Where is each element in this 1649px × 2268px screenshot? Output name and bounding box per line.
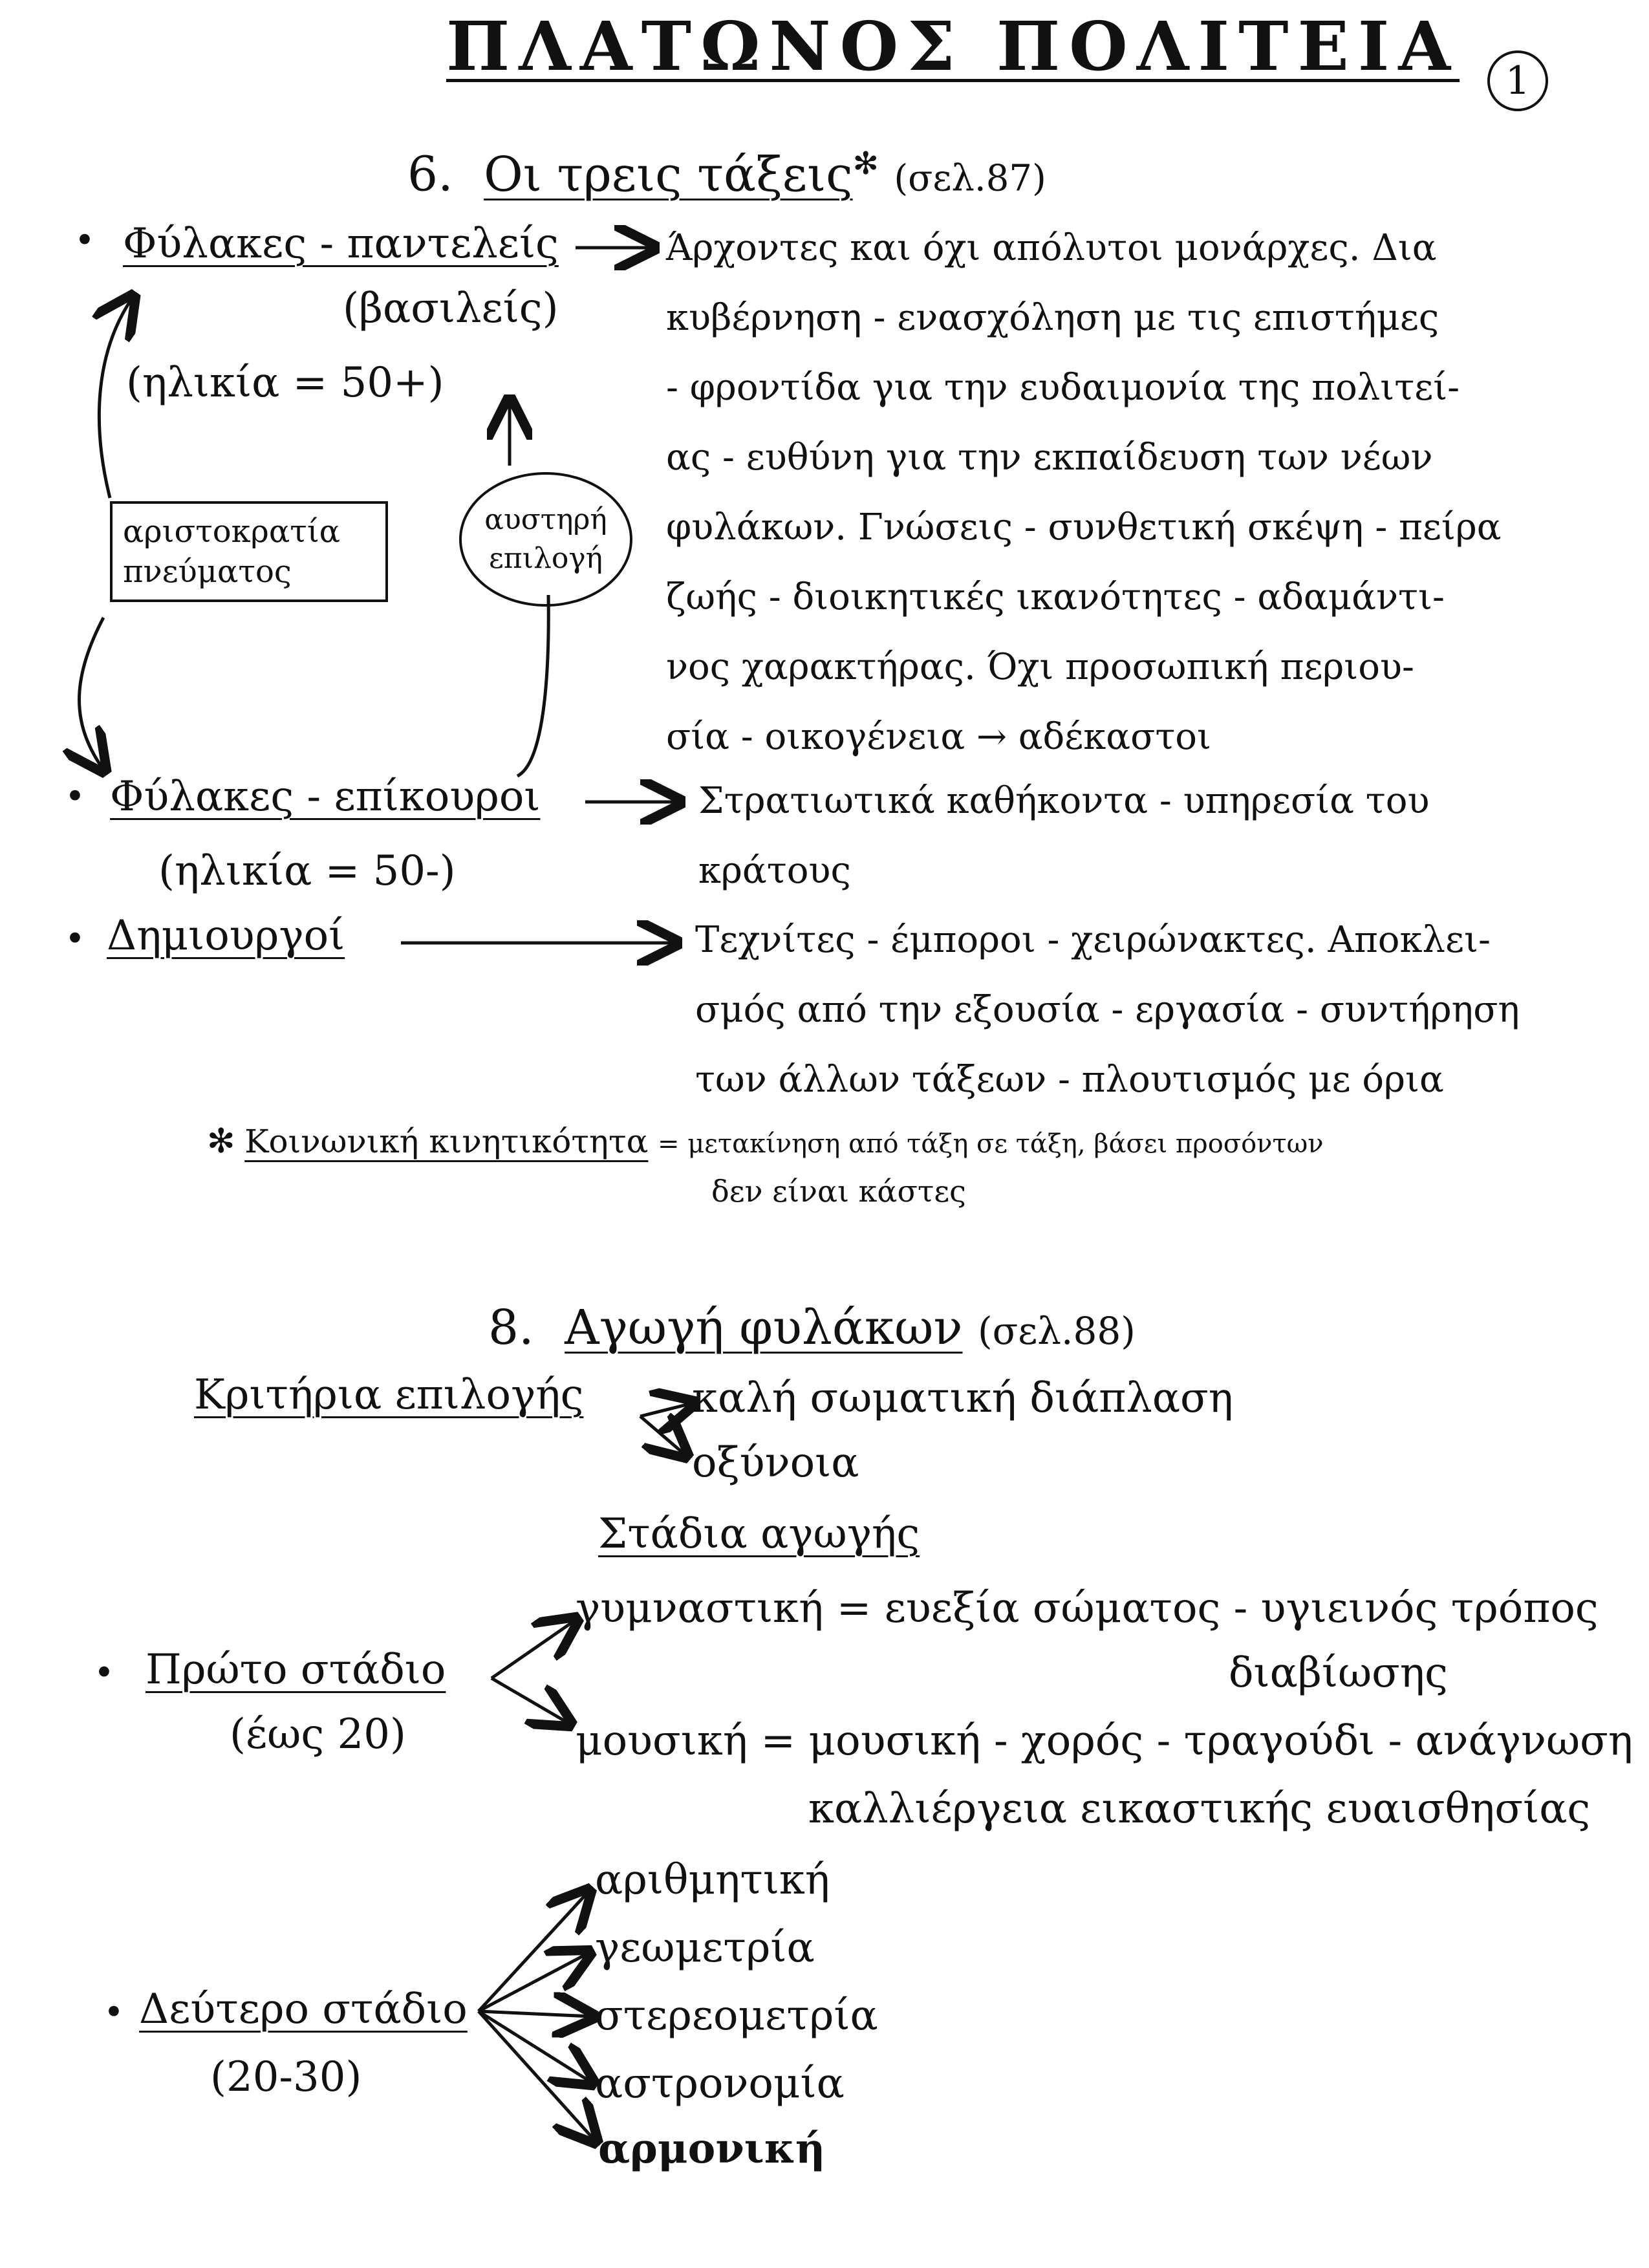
rulers-label: Φύλακες - παντελείς <box>123 220 559 268</box>
subject-item: γεωμετρία <box>595 1924 815 1972</box>
page-number: 1 <box>1487 50 1548 111</box>
bullet-icon: • <box>74 220 95 261</box>
arrow-criteria-2 <box>640 1416 685 1455</box>
footnote-term: Κοινωνική κινητικότητα <box>244 1123 649 1160</box>
auxiliaries-label: Φύλακες - επίκουροι <box>110 773 541 821</box>
rulers-line: ζωής - διοικητικές ικανότητες - αδαμάντι- <box>666 576 1445 618</box>
subject-item: στερεομετρία <box>595 1992 878 2040</box>
rulers-line: Άρχοντες και όχι απόλυτοι μονάρχες. Δια <box>666 227 1437 269</box>
craftsmen-line: των άλλων τάξεων - πλουτισμός με όρια <box>695 1059 1444 1101</box>
criteria-item: οξύνοια <box>692 1439 859 1487</box>
craftsmen-description <box>695 905 1520 1115</box>
rulers-line: κυβέρνηση - ενασχόληση με τις επιστήμες <box>666 297 1439 339</box>
stages-heading: Στάδια αγωγής <box>598 1510 920 1558</box>
footnote-line2: δεν είναι κάστες <box>711 1174 966 1209</box>
rulers-age: (ηλικία = 50+) <box>126 359 444 407</box>
footnote-definition: = μετακίνηση από τάξη σε τάξη, βάσει προσόντων <box>658 1129 1324 1159</box>
bullet-icon: • <box>65 776 85 817</box>
bullet-icon: • <box>103 1992 124 2033</box>
auxiliaries-description <box>698 766 1430 906</box>
footnote <box>207 1122 1324 1161</box>
rulers-line: νος χαρακτήρας. Όχι προσωπική περιου- <box>666 646 1414 688</box>
craftsmen-line: σμός από την εξουσία - εργασία - συντήρηση <box>695 989 1520 1031</box>
bullet-icon: • <box>65 918 85 959</box>
arrow-stage2-5 <box>479 2011 595 2141</box>
craftsmen-line: Τεχνίτες - έμποροι - χειρώνακτες. Αποκλει- <box>695 919 1491 961</box>
auxiliaries-line: Στρατιωτικά καθήκοντα - υπηρεσία του <box>698 780 1430 822</box>
rulers-description <box>666 213 1502 772</box>
section6-number: 6. <box>407 146 453 202</box>
auxiliaries-age: (ηλικία = 50-) <box>158 847 456 895</box>
strict-selection-ellipse: αυστηρή επιλογή <box>459 472 632 607</box>
asterisk-icon: ✻ <box>852 146 879 182</box>
criteria-label: Κριτήρια επιλογής <box>194 1371 584 1419</box>
section8-number: 8. <box>488 1300 534 1355</box>
rulers-subtitle: (βασιλείς) <box>343 285 559 332</box>
arrow-stage1-music <box>491 1678 569 1723</box>
arrow-stage2-2 <box>479 1953 588 2011</box>
music-continuation: καλλιέργεια εικαστικής ευαισθησίας <box>808 1785 1591 1833</box>
bullet-icon: • <box>94 1652 114 1693</box>
arrow-stage2-1 <box>479 1892 588 2011</box>
rulers-line: σία - οικογένεια → αδέκαστοι <box>666 716 1211 758</box>
aristocracy-box: αριστοκρατία πνεύματος <box>110 501 388 602</box>
subject-item: αρμονική <box>598 2124 826 2173</box>
arrow-stage2-3 <box>479 2011 592 2016</box>
asterisk-icon: ✻ <box>207 1122 235 1161</box>
second-stage-label: Δεύτερο στάδιο <box>139 1985 468 2033</box>
section8-page-ref: (σελ.88) <box>978 1309 1136 1353</box>
arrow-selection-up <box>517 595 548 776</box>
subject-item: αστρονομία <box>595 2060 845 2108</box>
rulers-line: - φροντίδα για την ευδαιμονία της πολιτεί- <box>666 367 1460 409</box>
craftsmen-label: Δημιουργοί <box>107 912 345 960</box>
section6-title: Οι τρεις τάξεις <box>484 146 853 202</box>
section6-heading <box>407 146 1046 202</box>
section8-heading <box>488 1300 1136 1355</box>
section6-page-ref: (σελ.87) <box>894 157 1046 200</box>
rulers-line: ας - ευθύνη για την εκπαίδευση των νέων <box>666 437 1433 479</box>
rulers-line: φυλάκων. Γνώσεις - συνθετική σκέψη - πείρα <box>666 506 1502 548</box>
first-stage-label: Πρώτο στάδιο <box>146 1646 446 1694</box>
gymnastics-continuation: διαβίωσης <box>1229 1649 1448 1697</box>
first-stage-age: (έως 20) <box>230 1711 406 1758</box>
music-line: μουσική = μουσική - χορός - τραγούδι - ανάγνωση <box>576 1717 1633 1765</box>
arrow-criteria-1 <box>640 1403 692 1416</box>
second-stage-age: (20-30) <box>210 2053 362 2101</box>
gymnastics-line: γυμναστική = ευεξία σώματος - υγιεινός τρόπος <box>576 1584 1599 1632</box>
arrow-box-to-auxiliaries <box>80 618 104 770</box>
arrow-stage1-gym <box>491 1620 576 1678</box>
auxiliaries-line: κράτους <box>698 850 851 892</box>
page-title: ΠΛΑΤΩΝΟΣ ΠΟΛΙΤΕΙΑ <box>446 6 1460 86</box>
section8-title: Αγωγή φυλάκων <box>565 1300 963 1355</box>
subject-item: αριθμητική <box>595 1856 830 1904</box>
criteria-item: καλή σωματική διάπλαση <box>692 1374 1234 1422</box>
